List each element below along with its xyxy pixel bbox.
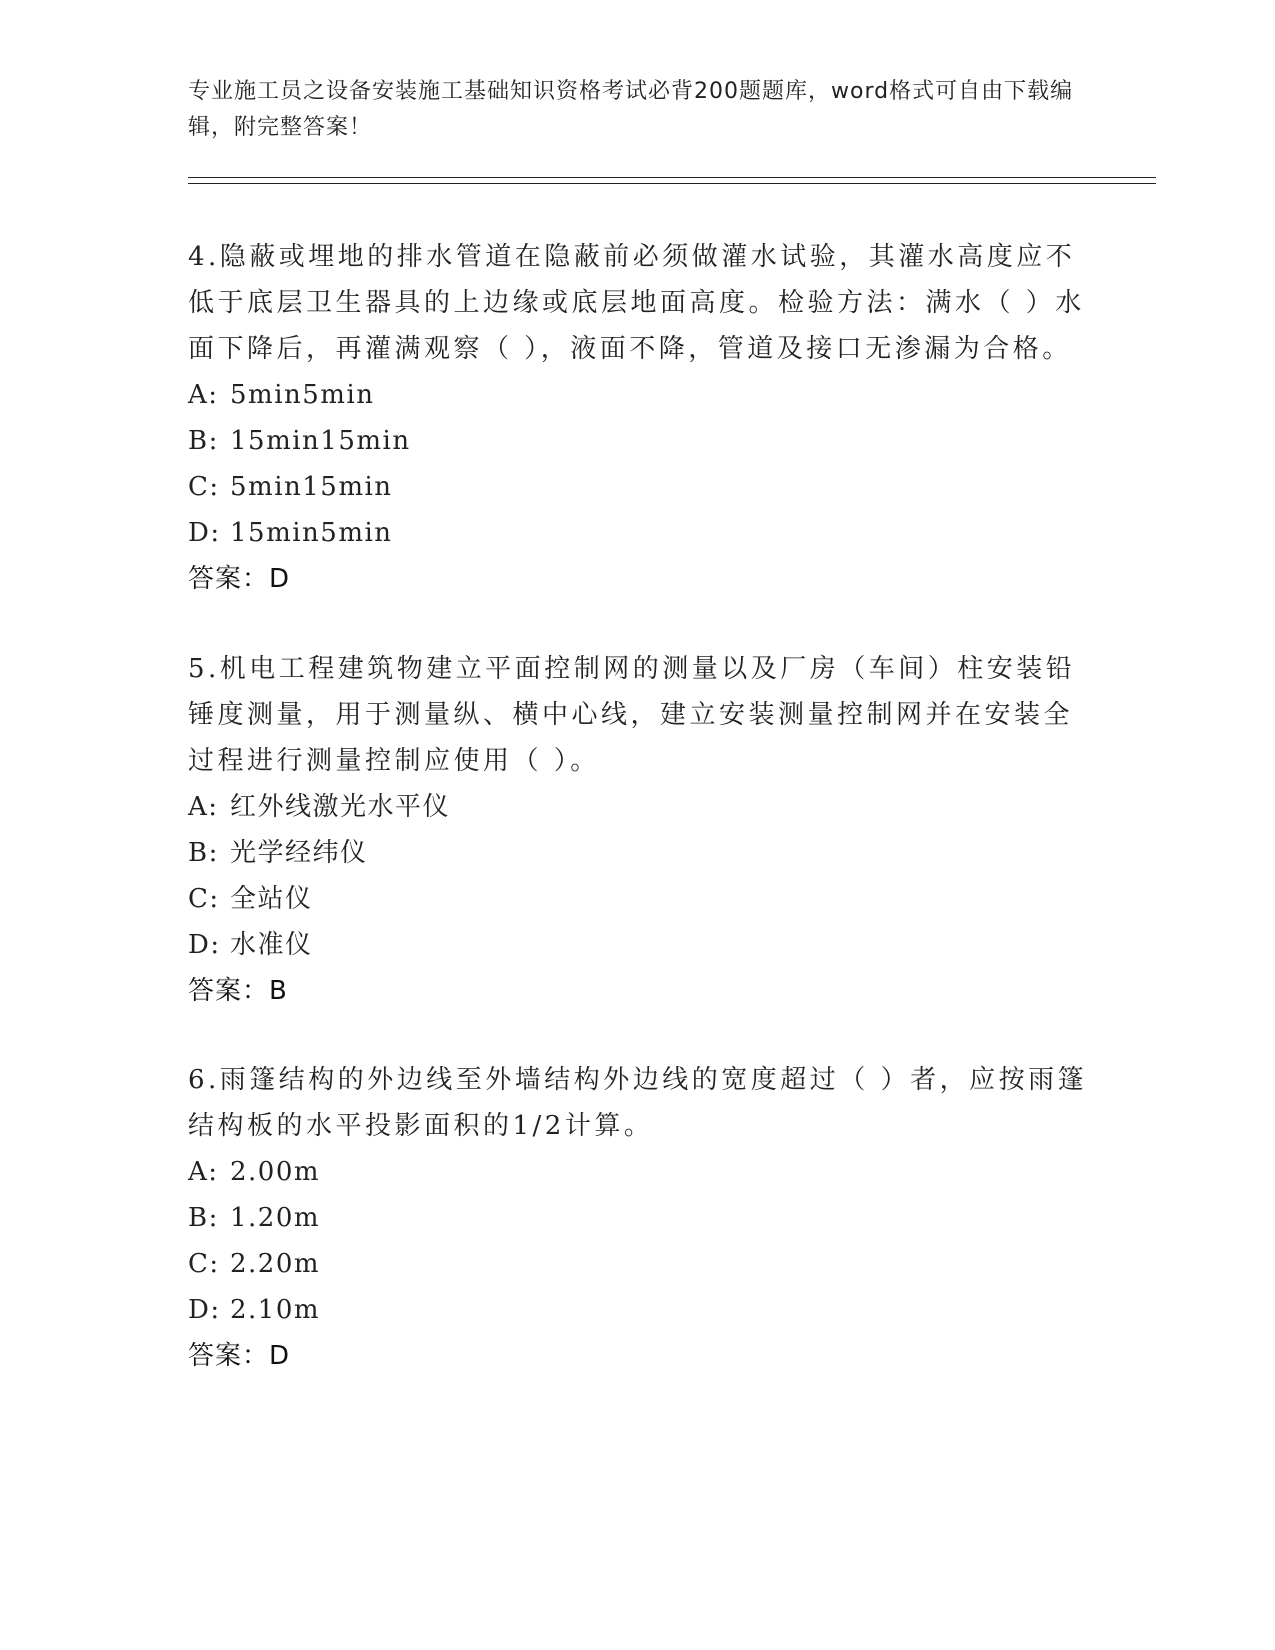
question-stem: 4.隐蔽或埋地的排水管道在隐蔽前必须做灌水试验，其灌水高度应不低于底层卫生器具的上边缘或底层地面高度。检验方法：满水（ ）水面下降后，再灌满观察（ ），液面不降，管道及接口无渗漏为合格。	[188, 242, 1085, 364]
option-d	[188, 1287, 1088, 1333]
option-text: 2.20m	[230, 1249, 321, 1279]
option-text: 15min15min	[230, 426, 411, 456]
option-label: C:	[188, 1249, 220, 1279]
option-d	[188, 510, 1088, 556]
option-d	[188, 922, 1088, 968]
option-label: B:	[188, 1203, 219, 1233]
option-label: B:	[188, 426, 219, 456]
answer: 答案：B	[188, 976, 288, 1006]
option-label: B:	[188, 838, 219, 868]
question-6	[188, 1057, 1088, 1379]
document-header: 专业施工员之设备安装施工基础知识资格考试必背200题题库，word格式可自由下载编辑，附完整答案！	[188, 79, 1074, 140]
option-b	[188, 1195, 1088, 1241]
question-stem: 6.雨篷结构的外边线至外墙结构外边线的宽度超过（ ）者，应按雨篷结构板的水平投影面积的1/2计算。	[188, 1065, 1088, 1141]
option-label: D:	[188, 930, 221, 960]
question-5	[188, 646, 1088, 1014]
option-label: A:	[188, 1157, 219, 1187]
option-label: C:	[188, 472, 220, 502]
option-text: 5min5min	[230, 380, 375, 410]
option-c	[188, 464, 1088, 510]
option-text: 2.10m	[230, 1295, 321, 1325]
option-label: A:	[188, 380, 219, 410]
option-label: D:	[188, 518, 221, 548]
option-label: D:	[188, 1295, 221, 1325]
option-a	[188, 784, 1088, 830]
option-text: 光学经纬仪	[230, 838, 368, 868]
option-label: C:	[188, 884, 220, 914]
header-divider-bottom	[188, 183, 1156, 184]
option-text: 2.00m	[230, 1157, 321, 1187]
option-text: 5min15min	[230, 472, 393, 502]
option-label: A:	[188, 792, 219, 822]
question-4	[188, 234, 1088, 602]
answer: 答案：D	[188, 564, 291, 594]
option-text: 15min5min	[230, 518, 393, 548]
option-b	[188, 418, 1088, 464]
option-a	[188, 1149, 1088, 1195]
header-divider-top	[188, 177, 1156, 178]
option-text: 全站仪	[230, 884, 313, 914]
option-text: 水准仪	[230, 930, 313, 960]
option-text: 红外线激光水平仪	[230, 792, 451, 822]
option-text: 1.20m	[230, 1203, 321, 1233]
option-c	[188, 876, 1088, 922]
option-a	[188, 372, 1088, 418]
option-c	[188, 1241, 1088, 1287]
option-b	[188, 830, 1088, 876]
question-stem: 5.机电工程建筑物建立平面控制网的测量以及厂房（车间）柱安装铅锤度测量，用于测量纵、横中心线，建立安装测量控制网并在安装全过程进行测量控制应使用（ ）。	[188, 654, 1076, 776]
answer: 答案：D	[188, 1341, 291, 1371]
